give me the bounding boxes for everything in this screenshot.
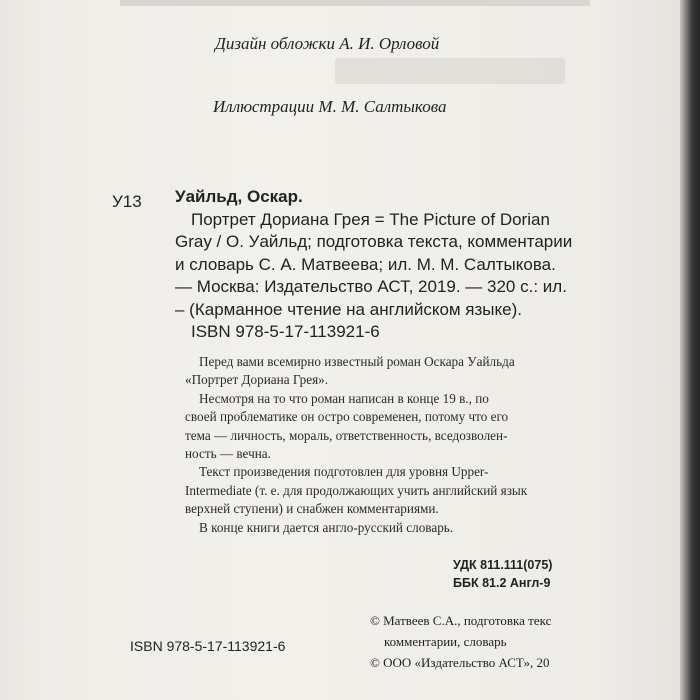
annotation-line: Intermediate (т. е. для продолжающих учить английский язык [185,482,528,498]
annotation [185,353,615,537]
catalog-code: У13 [112,192,142,211]
annotation-line: Текст произведения подготовлен для уровня Upper- [199,464,489,480]
show-through [335,58,565,84]
bibliographic-entry [175,186,605,344]
entry-author: Уайльд, Оскар. [175,187,303,206]
annotation-line: тема — личность, мораль, ответственность, вседозволен- [185,427,508,443]
copyright-line: © ООО «Издательство АСТ», 20 [370,655,550,670]
illustrations-credit: Иллюстрации М. М. Салтыкова [213,97,447,116]
annotation-line: ность — вечна. [185,446,271,462]
copyright-line: © Матвеев С.А., подготовка текс [370,613,552,628]
annotation-line: «Портрет Дориана Грея». [185,372,329,388]
copyright-line: комментарии, словарь [384,634,507,649]
entry-line: — Москва: Издательство АСТ, 2019. — 320 с.: ил. [175,277,567,296]
entry-line: – (Карманное чтение на английском языке). [175,299,522,319]
cover-design-credit: Дизайн обложки А. И. Орловой [215,34,440,53]
entry-line: и словарь С. А. Матвеева; ил. М. М. Салтыкова. [175,254,556,274]
annotation-line: Несмотря на то что роман написан в конце 19 в., по [199,390,489,406]
annotation-line: своей проблематике он остро современен, потому что его [185,409,509,425]
page-edge-shadow [680,0,700,700]
annotation-line: верхней ступени) и снабжен комментариями. [185,501,439,517]
copyright-block [370,610,551,673]
entry-isbn: ISBN 978-5-17-113921-6 [191,322,380,341]
top-bleed [120,0,590,6]
classification-codes [453,556,552,592]
entry-line: Портрет Дориана Грея = The Picture of Dorian [191,209,550,229]
udk-code: УДК 811.111(075) [453,558,553,572]
entry-line: Gray / О. Уайльд; подготовка текста, комментарии [175,232,573,251]
bbk-code: ББК 81.2 Англ-9 [453,576,551,590]
isbn-bottom: ISBN 978-5-17-113921-6 [130,638,286,654]
annotation-line: Перед вами всемирно известный роман Оскара Уайльда [199,354,515,369]
annotation-line: В конце книги дается англо-русский словарь. [199,519,454,535]
